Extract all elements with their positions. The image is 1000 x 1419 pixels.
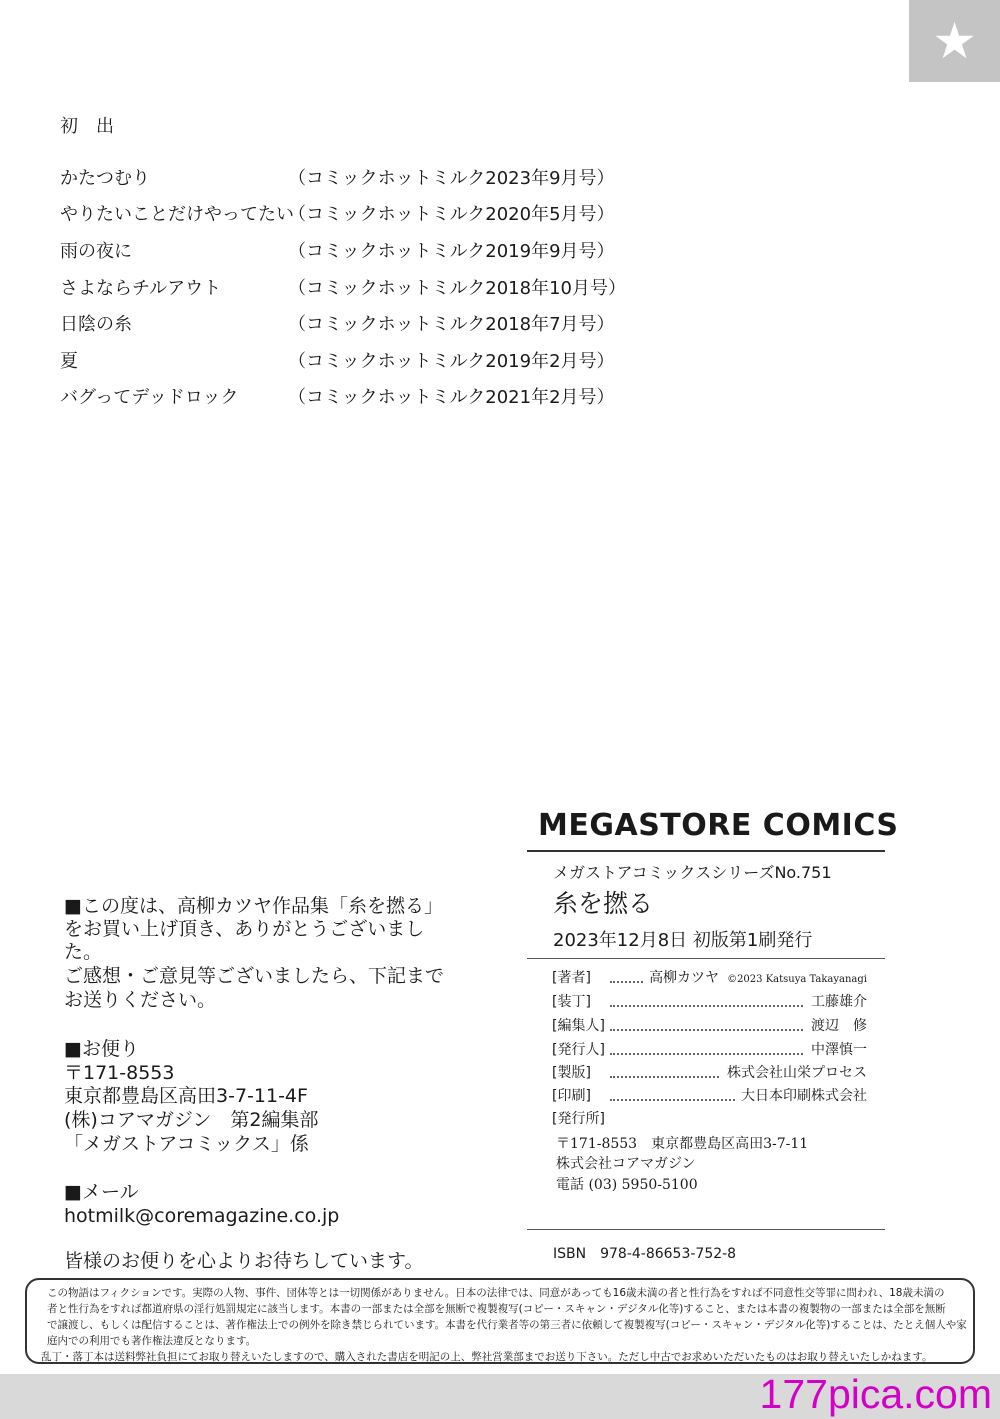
story-source: （コミックホットミルク2021年2月号） [288, 387, 615, 408]
message-line: た。 [64, 941, 103, 963]
legal-notice [25, 1278, 975, 1364]
brand-logo: MEGASTORE COMICS [538, 808, 899, 843]
corner-tab [909, 0, 1000, 82]
credit-name: 株式会社山栄プロセス [721, 1062, 867, 1084]
story-source: （コミックホットミルク2018年10月号） [288, 278, 626, 299]
story-source: （コミックホットミルク2020年5月号） [288, 204, 615, 225]
mail-attention: 「メガストアコミックス」係 [64, 1133, 309, 1155]
publisher-phone: 電話 (03) 5950-5100 [556, 1177, 698, 1193]
story-source: （コミックホットミルク2018年7月号） [288, 314, 615, 335]
notice-line: この物語はフィクションです。実際の人物、事件、団体等とは一切関係がありません。日本の法律では、同意があっても16歳未満の者と性行為をすれば不同意性交等罪に問われ、18歳未満の [47, 1287, 945, 1299]
story-source: （コミックホットミルク2023年9月号） [288, 168, 615, 189]
message-line: ご感想・ご意見等ございましたら、下記まで [64, 965, 445, 987]
mail-postcode: 〒171-8553 [64, 1062, 175, 1084]
mail-address: 東京都豊島区高田3-7-11-4F [64, 1085, 308, 1107]
watermark: 177pica.com [759, 1371, 992, 1417]
colophon-divider [527, 958, 885, 959]
credit-name: 中澤慎一 [805, 1039, 867, 1061]
publisher-name: 株式会社コアマガジン [556, 1156, 696, 1172]
credit-editor [552, 1015, 867, 1037]
star-icon: ★ [932, 12, 977, 70]
story-source: （コミックホットミルク2019年2月号） [288, 351, 615, 372]
notice-line: 者と性行為をすれば都道府県の淫行処罰規定に該当します。本書の一部または全部を無断で複製複写(コピー・スキャン・デジタル化等)すること、または本書の複製物の一部または全部を無断 [47, 1303, 946, 1315]
mail-heading: ■お便り [64, 1038, 139, 1060]
story-title: さよならチルアウト [60, 278, 222, 299]
book-title: 糸を撚る [553, 889, 654, 918]
credit-name: 渡辺 修 [805, 1015, 867, 1037]
email-address: hotmilk@coremagazine.co.jp [64, 1205, 340, 1227]
story-source: （コミックホットミルク2019年9月号） [288, 241, 615, 262]
credit-author [552, 967, 867, 989]
story-title: バグってデッドロック [60, 387, 239, 408]
credit-role: [発行人] [552, 1042, 605, 1058]
mail-company: (株)コアマガジン 第2編集部 [64, 1109, 319, 1131]
credit-name: 大日本印刷株式会社 [735, 1085, 867, 1107]
colophon-divider [527, 1229, 885, 1230]
credit-role: [装丁] [552, 994, 591, 1010]
publication-date: 2023年12月8日 初版第1刷発行 [553, 930, 813, 951]
email-heading: ■メール [64, 1181, 139, 1203]
first-publication-title: 初出 [60, 116, 132, 137]
credit-role: [製版] [552, 1065, 591, 1081]
notice-line: 乱丁・落丁本は送料弊社負担にてお取り替えいたしますので、購入された書店を明記の上、弊社営業部までお送り下さい。ただし中古でお求めいただいたものはお取り替えいたしかねます。 [41, 1351, 933, 1363]
copyright-note: ©2023 Katsuya Takayanagi [727, 974, 867, 985]
publisher-address: 〒171-8553 東京都豊島区高田3-7-11 [556, 1136, 809, 1152]
notice-line: で譲渡し、もしくは配信することは、著作権法上での例外を除き禁じられています。本書を代行業者等の第三者に依頼して複製複写(コピー・スキャン・デジタル化等)することは、たとえ個人や家 [47, 1319, 967, 1331]
credit-design [552, 991, 867, 1013]
credit-printing [552, 1085, 867, 1107]
credit-role: [編集人] [552, 1018, 605, 1034]
colophon-rule [527, 850, 885, 852]
credit-role: [印刷] [552, 1088, 591, 1104]
credit-platemaking [552, 1062, 867, 1084]
message-line: をお買い上げ頂き、ありがとうございまし [64, 918, 425, 940]
message-line: お送りください。 [64, 989, 217, 1011]
notice-line: 庭内での利用でも著作権法違反となります。 [47, 1335, 257, 1347]
story-title: かたつむり [60, 168, 150, 189]
credit-name: 工藤雄介 [805, 991, 867, 1013]
story-title: 日陰の糸 [60, 314, 132, 335]
credit-role: [著者] [552, 970, 591, 986]
series-number: メガストアコミックスシリーズNo.751 [553, 863, 832, 882]
message-line: ■この度は、高柳カツヤ作品集「糸を撚る」 [64, 895, 443, 917]
closing-text: 皆様のお便りを心よりお待ちしています。 [64, 1250, 424, 1272]
credit-name: 高柳カツヤ [649, 970, 720, 986]
credit-publisher-person [552, 1039, 867, 1061]
story-title: やりたいことだけやってたい [60, 204, 294, 225]
isbn: ISBN 978-4-86653-752-8 [553, 1246, 737, 1262]
story-title: 夏 [60, 351, 78, 372]
story-title: 雨の夜に [60, 241, 132, 262]
publisher-label: [発行所] [552, 1111, 605, 1127]
